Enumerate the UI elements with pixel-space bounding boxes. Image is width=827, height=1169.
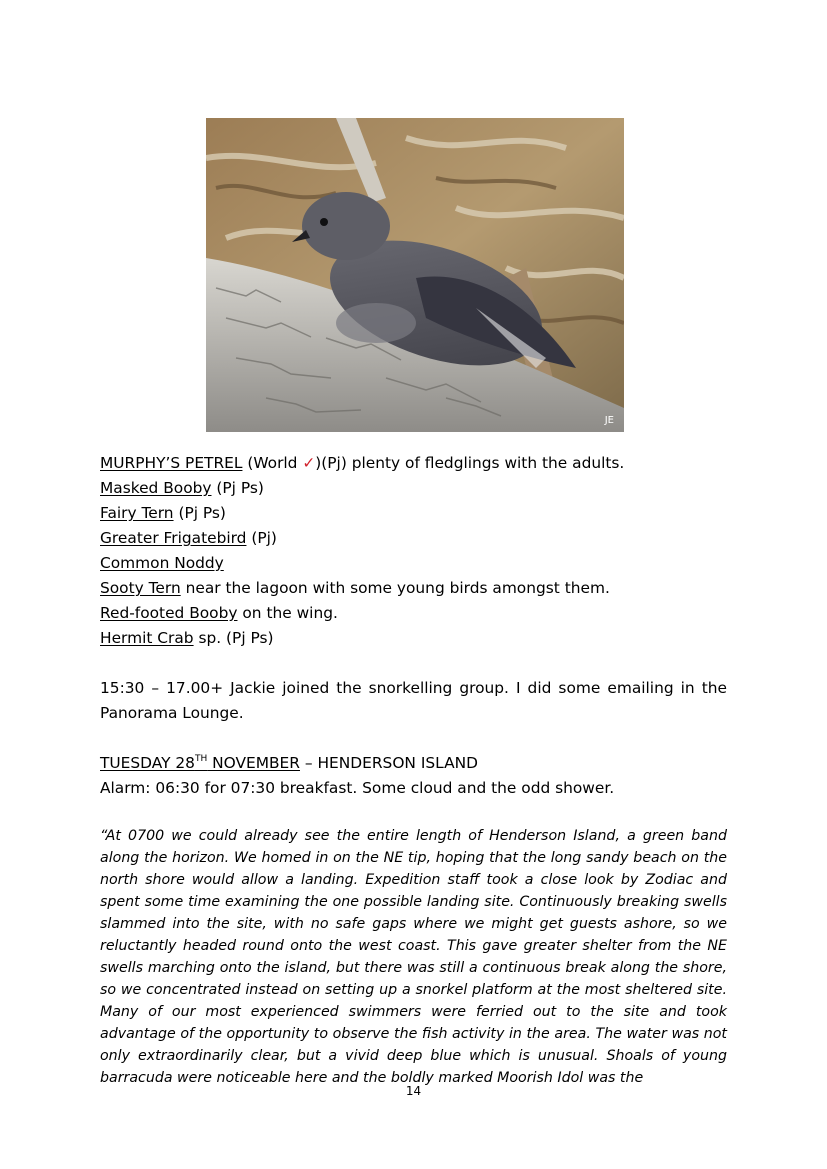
day-section xyxy=(100,751,727,801)
species-list xyxy=(100,451,727,651)
species-item xyxy=(100,476,727,501)
day-label: TUESDAY 28 xyxy=(100,754,195,772)
species-name: Fairy Tern xyxy=(100,504,174,522)
species-note: sp. (Pj Ps) xyxy=(193,629,274,647)
photo-credit: JE xyxy=(604,415,614,426)
species-name: Sooty Tern xyxy=(100,579,181,597)
species-note: on the wing. xyxy=(237,604,338,622)
species-note: (Pj Ps) xyxy=(173,504,226,522)
species-name: Greater Frigatebird xyxy=(100,529,247,547)
species-item xyxy=(100,501,727,526)
day-heading xyxy=(100,751,727,776)
species-item xyxy=(100,626,727,651)
ordinal-suffix: TH xyxy=(194,754,208,764)
day-date xyxy=(100,754,300,772)
species-item xyxy=(100,451,727,476)
checkmark-icon: ✓ xyxy=(302,454,316,472)
month-label: NOVEMBER xyxy=(207,754,300,772)
species-note: near the lagoon with some young birds amongst them. xyxy=(180,579,610,597)
species-name: Hermit Crab xyxy=(100,629,194,647)
afternoon-paragraph: 15:30 – 17.00+ Jackie joined the snorkelling group. I did some emailing in the Panorama Lounge. xyxy=(100,679,727,722)
species-note: (World xyxy=(242,454,303,472)
location-label: – HENDERSON ISLAND xyxy=(299,754,478,772)
quote-paragraph: “At 0700 we could already see the entire length of Henderson Island, a green band along the horizon. We homed in on the NE tip, hoping that the long sandy beach on the north shore would allow a landing. Expedition staff took a close look by Zodiac and spent some time examining the one possible landing site. Continuously breaking swells slammed into the site, with no safe gaps where we might get guests ashore, so we reluctantly headed round onto the west coast. This gave greater shelter from the NE swells marching onto the island, but there was still a continuous break along the shore, so we concentrated instead on setting up a snorkel platform at the most sheltered site. Many of our most experienced swimmers were ferried out to the site and took advantage of the opportunity to observe the fish activity in the area. The water was not only extraordinarily clear, but a vivid deep blue which is unusual. Shoals of young barracuda were noticeable here and the boldly marked Moorish Idol was the xyxy=(100,828,727,1086)
species-name: Red-footed Booby xyxy=(100,604,238,622)
alarm-line: Alarm: 06:30 for 07:30 breakfast. Some cloud and the odd shower. xyxy=(100,779,615,797)
species-item xyxy=(100,601,727,626)
species-name: Common Noddy xyxy=(100,554,224,572)
bird-photo xyxy=(206,118,624,432)
species-note: (Pj Ps) xyxy=(211,479,264,497)
species-name: MURPHY’S PETREL xyxy=(100,454,243,472)
petrel-photo-graphic xyxy=(206,118,624,432)
species-note: )(Pj) plenty of fledglings with the adults. xyxy=(315,454,625,472)
species-item xyxy=(100,526,727,551)
page-number: 14 xyxy=(405,1084,422,1098)
species-item xyxy=(100,576,727,601)
species-item xyxy=(100,551,727,576)
species-note: (Pj) xyxy=(246,529,277,547)
species-name: Masked Booby xyxy=(100,479,212,497)
